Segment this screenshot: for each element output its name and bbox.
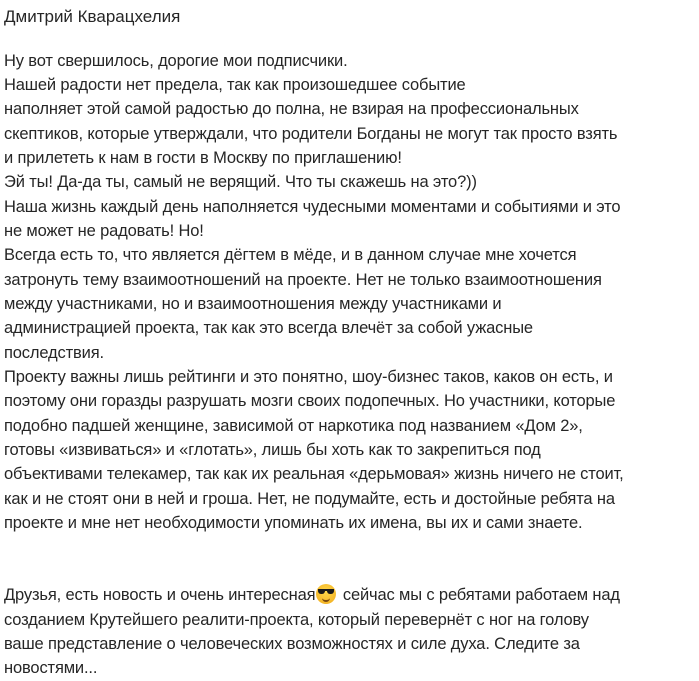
text-segment: сейчас мы с ребятами работаем над [338,586,620,604]
text-line: новостями... [4,659,98,677]
text-line: поэтому они горазды разрушать мозги своих подопечных. Но участники, которые [4,392,616,410]
text-line: Нашей радости нет предела, так как произошедшее событие [4,76,466,94]
text-line: созданием Крутейшего реалити-проекта, который перевернёт с ног на голову [4,611,589,629]
text-line-with-emoji [4,584,620,606]
text-line: затронуть тему взаимоотношений на проекте. Нет не только взаимоотношения [4,271,602,289]
text-line: Всегда есть то, что является дёгтем в мёде, и в данном случае мне хочется [4,246,577,264]
text-line: ваше представление о человеческих возможностях и силе духа. Следите за [4,635,580,653]
author-name: Дмитрий Кварацхелия [4,7,181,26]
text-line: объективами телекамер, так как их реальная «дерьмовая» жизнь ничего не стоит, [4,465,624,483]
text-line: не может не радовать! Но! [4,222,204,240]
text-line: между участниками, но и взаимоотношения между участниками и [4,295,502,313]
text-line: проекте и мне нет необходимости упоминать их имена, вы их и сами знаете. [4,514,583,532]
text-line: подобно падшей женщине, зависимой от наркотика под названием «Дом 2», [4,417,583,435]
text-line: Эй ты! Да-да ты, самый не верящий. Что ты скажешь на это?)) [4,173,477,191]
sunglasses-emoji-icon [316,584,336,604]
text-segment: Друзья, есть новость и очень интересная [4,586,316,604]
text-line: скептиков, которые утверждали, что родители Богданы не могут так просто взять [4,125,618,143]
text-line: администрацией проекта, так как это всегда влечёт за собой ужасные [4,319,533,337]
text-line: Ну вот свершилось, дорогие мои подписчики. [4,52,348,70]
text-line: Наша жизнь каждый день наполняется чудесными моментами и событиями и это [4,198,621,216]
text-line: наполняет этой самой радостью до полна, не взирая на профессиональных [4,100,579,118]
text-line: последствия. [4,344,104,362]
text-line: и прилететь к нам в гости в Москву по приглашению! [4,149,402,167]
text-line: готовы «извиваться» и «глотать», лишь бы хоть как то закрепиться под [4,441,541,459]
text-line: Проекту важны лишь рейтинги и это понятно, шоу-бизнес таков, каков он есть, и [4,368,613,386]
text-line: как и не стоят они в ней и гроша. Нет, не подумайте, есть и достойные ребята на [4,490,615,508]
